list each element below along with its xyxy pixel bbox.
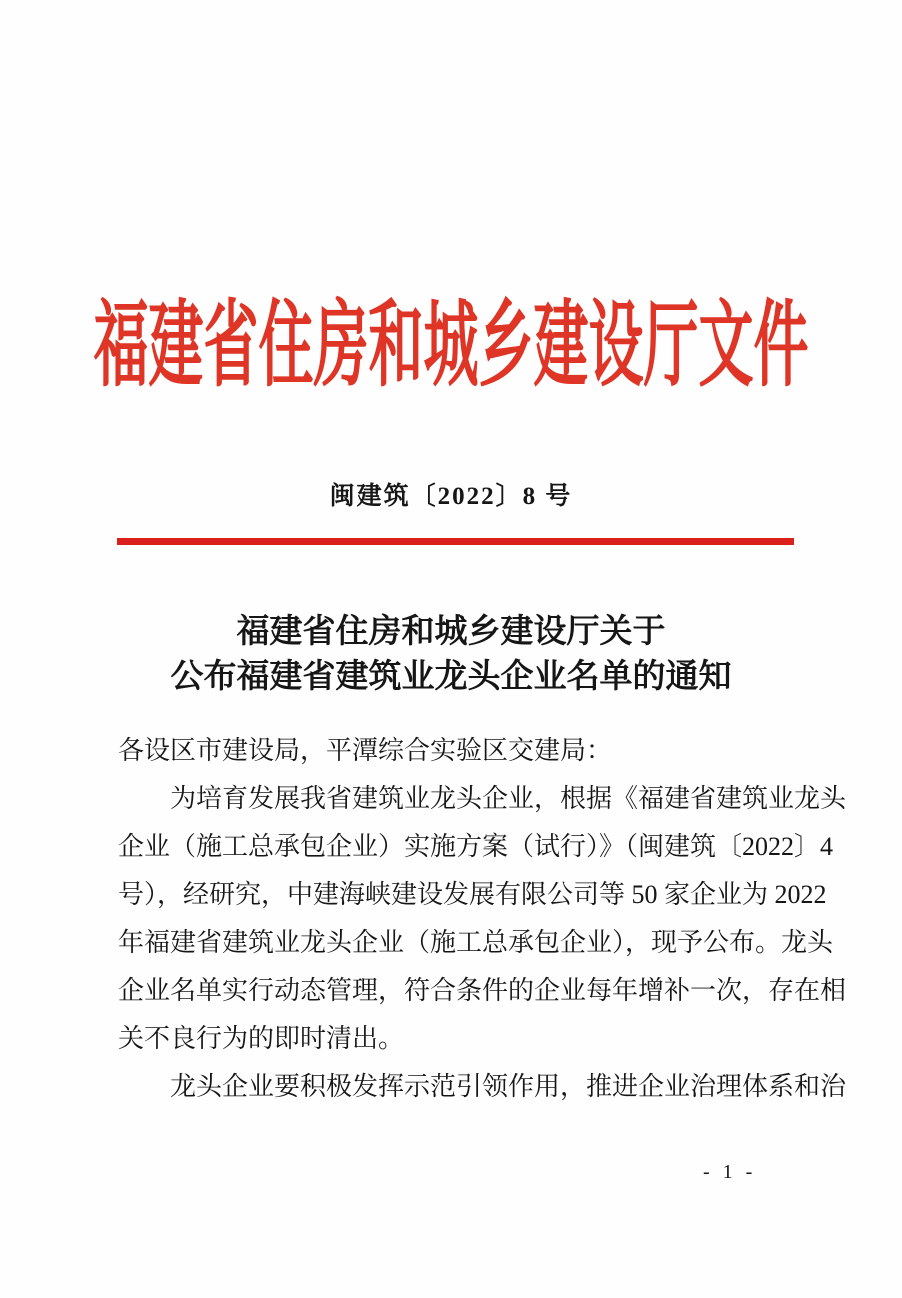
page-number: - 1 - [703,1161,757,1183]
document-body [118,727,847,1111]
notice-title-line1: 福建省住房和城乡建设厅关于 [236,614,666,650]
red-divider-line [117,538,794,545]
notice-title [0,610,902,700]
paragraph-1-line: 年福建省建筑业龙头企业（施工总承包企业），现予公布。龙头 [118,928,834,957]
notice-title-line2: 公布福建省建筑业龙头企业名单的通知 [170,659,732,695]
paragraph-2-line: 龙头企业要积极发挥示范引领作用，推进企业治理体系和治 [170,1072,847,1101]
paragraph-1 [118,775,847,1063]
document-number: 闽建筑〔2022〕8 号 [329,483,573,510]
paragraph-1-line: 号），经研究，中建海峡建设发展有限公司等 50 家企业为 2022 [118,880,827,909]
paragraph-2 [118,1063,847,1111]
letterhead-title: 福建省住房和城乡建设厅文件 [93,294,809,398]
paragraph-1-line: 企业名单实行动态管理，符合条件的企业每年增补一次，存在相 [118,976,847,1005]
paragraph-1-line: 企业（施工总承包企业）实施方案（试行）》（闽建筑〔2022〕4 [118,832,834,861]
paragraph-1-line: 为培育发展我省建筑业龙头企业，根据《福建省建筑业龙头 [170,784,847,813]
paragraph-1-line: 关不良行为的即时清出。 [118,1024,405,1053]
salutation: 各设区市建设局，平潭综合实验区交建局： [118,736,613,765]
letterhead-banner [0,294,902,399]
